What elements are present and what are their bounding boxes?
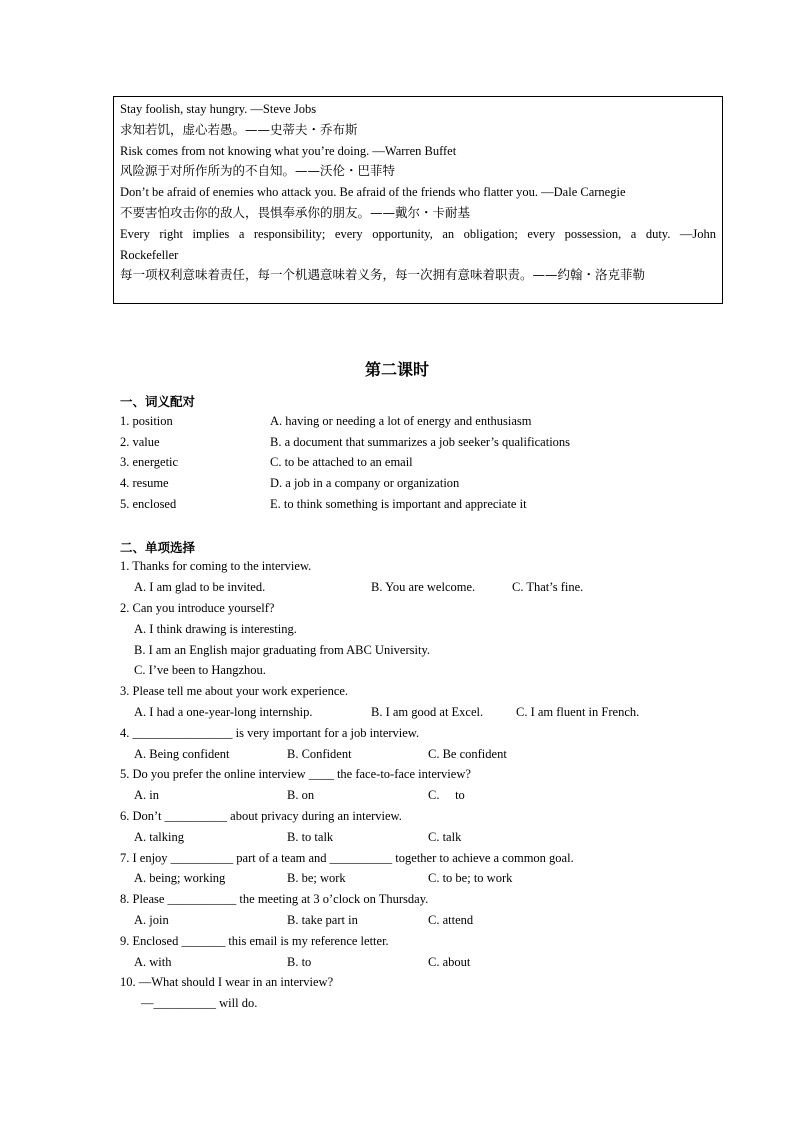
option-c: C. I’ve been to Hangzhou.: [134, 663, 266, 677]
definition-item: A. having or needing a lot of energy and enthusiasm: [270, 414, 532, 428]
quote-line: 风险源于对所作所为的不自知。——沃伦・巴菲特: [120, 163, 396, 179]
option-b: B. to talk: [287, 830, 334, 844]
quote-line: Risk comes from not knowing what you’re doing. —Warren Buffet: [120, 143, 457, 158]
quote-line: Rockefeller: [120, 247, 179, 262]
question-stem: 1. Thanks for coming to the interview.: [120, 559, 312, 573]
option-b: B. I am good at Excel.: [371, 705, 484, 719]
option-c: C. I am fluent in French.: [516, 705, 640, 719]
option-b: B. be; work: [287, 871, 346, 885]
answer-line: —__________ will do.: [141, 996, 258, 1010]
quote-line: 求知若饥，虚心若愚。——史蒂夫・乔布斯: [120, 121, 358, 137]
question-stem: 2. Can you introduce yourself?: [120, 601, 275, 615]
definition-item: E. to think something is important and appreciate it: [270, 497, 527, 511]
option-c: C. to: [428, 788, 465, 802]
definition-item: B. a document that summarizes a job seeker’s qualifications: [270, 435, 571, 449]
quote-line: 不要害怕攻击你的敌人，畏惧奉承你的朋友。——戴尔・卡耐基: [120, 204, 471, 220]
option-a: A. with: [134, 955, 172, 969]
option-c: C. attend: [428, 913, 474, 927]
option-a: A. I think drawing is interesting.: [134, 622, 297, 636]
option-a: A. Being confident: [134, 747, 230, 761]
question-stem: 3. Please tell me about your work experience.: [120, 684, 349, 698]
option-c: C. That’s fine.: [512, 580, 584, 594]
option-b: B. take part in: [287, 913, 358, 927]
quote-box: [113, 96, 723, 304]
option-a: A. in: [134, 788, 159, 802]
question-stem: 5. Do you prefer the online interview ____ the face-to-face interview?: [120, 767, 471, 781]
option-a: A. I had a one-year-long internship.: [134, 705, 313, 719]
definition-item: D. a job in a company or organization: [270, 476, 460, 490]
quote-line: Don’t be afraid of enemies who attack you. Be afraid of the friends who flatter you. —Dale Carnegie: [120, 185, 626, 200]
question-stem: 7. I enjoy __________ part of a team and __________ together to achieve a common goal.: [120, 851, 574, 865]
lesson-title: 第二课时: [364, 360, 429, 379]
option-c: C. about: [428, 955, 471, 969]
option-a: A. I am glad to be invited.: [134, 580, 266, 594]
term-item: 3. energetic: [120, 455, 179, 469]
definition-item: C. to be attached to an email: [270, 455, 413, 469]
term-item: 2. value: [120, 435, 160, 449]
quote-line: 每一项权利意味着责任，每一个机遇意味着义务，每一次拥有意味着职责。——约翰・洛克菲勒: [120, 267, 646, 283]
option-c: C. Be confident: [428, 747, 507, 761]
section-heading-choice: 二、单项选择: [120, 540, 196, 555]
option-b: B. You are welcome.: [371, 580, 476, 594]
option-b: B. I am an English major graduating from ABC University.: [134, 643, 431, 657]
term-item: 1. position: [120, 414, 173, 428]
section-heading-matching: 一、词义配对: [120, 394, 196, 409]
option-a: A. talking: [134, 830, 184, 844]
term-item: 4. resume: [120, 476, 169, 490]
option-b: B. Confident: [287, 747, 352, 761]
option-c: C. to be; to work: [428, 871, 513, 885]
question-stem: 6. Don’t __________ about privacy during an interview.: [120, 809, 402, 823]
question-stem: 4. ________________ is very important for a job interview.: [120, 726, 420, 740]
option-a: A. being; working: [134, 871, 226, 885]
quote-line: Stay foolish, stay hungry. —Steve Jobs: [120, 102, 317, 116]
question-stem: 10. —What should I wear in an interview?: [120, 975, 334, 989]
quote-line: Every right implies a responsibility; every opportunity, an obligation; every possession, a duty. —John: [120, 226, 716, 241]
question-stem: 9. Enclosed _______ this email is my reference letter.: [120, 934, 389, 948]
option-b: B. on: [287, 788, 315, 802]
option-b: B. to: [287, 955, 312, 969]
term-item: 5. enclosed: [120, 497, 177, 511]
option-a: A. join: [134, 913, 169, 927]
option-c: C. talk: [428, 830, 462, 844]
question-stem: 8. Please ___________ the meeting at 3 o’clock on Thursday.: [120, 892, 429, 906]
